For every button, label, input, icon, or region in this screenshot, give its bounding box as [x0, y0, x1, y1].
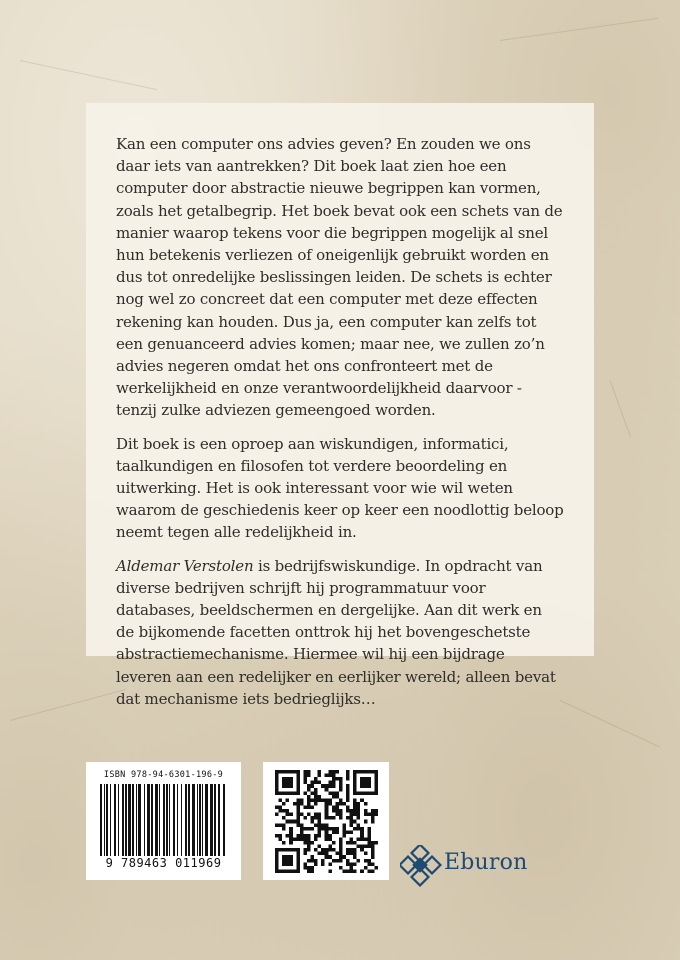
- barcode-digits: 9 789463 011969: [105, 856, 222, 870]
- publisher-logo-mark: [400, 845, 442, 887]
- qr-code-pattern: [275, 770, 378, 873]
- texture-crack: [500, 18, 659, 41]
- author-bio: [116, 555, 564, 710]
- author-name: Aldemar Verstolen: [116, 556, 254, 575]
- barcode-bars: [100, 784, 227, 856]
- blurb-paragraph-1: Kan een computer ons advies geven? En zouden we ons daar iets van aantrekken? Dit boek laat zien hoe een computer door abstractie nieuwe begrippen kan vormen, zoals het getalbegrip. Het boek bevat ook een schets van de manier waarop tekens voor die begrippen mogelijk al snel hun betekenis verliezen of oneigenlijk gebruikt worden en dus tot onredelijke beslissingen leiden. De schets is echter nog wel zo concreet dat een computer met deze effecten rekening kan houden. Dus ja, een computer kan zelfs tot een genuanceerd advies komen; maar nee, we zullen zo’n advies negeren omdat het ons confronteert met de werkelijkheid en onze verantwoordelijkheid daarvoor - tenzij zulke adviezen gemeengoed worden.: [116, 135, 563, 420]
- blurb-panel: [86, 103, 594, 708]
- publisher-name: Eburon: [444, 850, 528, 875]
- blurb-paragraph-2: Dit boek is een oproep aan wiskundigen, informatici, taalkundigen en filosofen tot verdere beoordeling en uitwerking. Het is ook interessant voor wie wil weten waarom de geschiedenis keer op keer een noodlottig beloop neemt tegen alle redelijkheid in.: [116, 434, 564, 542]
- texture-crack: [20, 60, 157, 90]
- qr-code: [263, 762, 389, 880]
- publisher-logo: [400, 845, 550, 887]
- texture-crack: [610, 380, 631, 437]
- texture-crack: [10, 689, 126, 721]
- isbn-barcode: [86, 762, 241, 880]
- texture-crack: [560, 700, 660, 747]
- author-bio-text: is bedrijfswiskundige. In opdracht van diverse bedrijven schrijft hij programmatuur voor databases, beeldschermen en dergelijke. Aan dit werk en de bijkomende facetten onttrok hij het bovengeschetste abstractiemechanisme. Hiermee wil hij een bijdrage leveren aan een redelijker en eerlijker wereld; alleen bevat dat mechanisme iets bedrieglijks…: [116, 556, 556, 708]
- isbn-label: ISBN 978-94-6301-196-9: [103, 770, 224, 780]
